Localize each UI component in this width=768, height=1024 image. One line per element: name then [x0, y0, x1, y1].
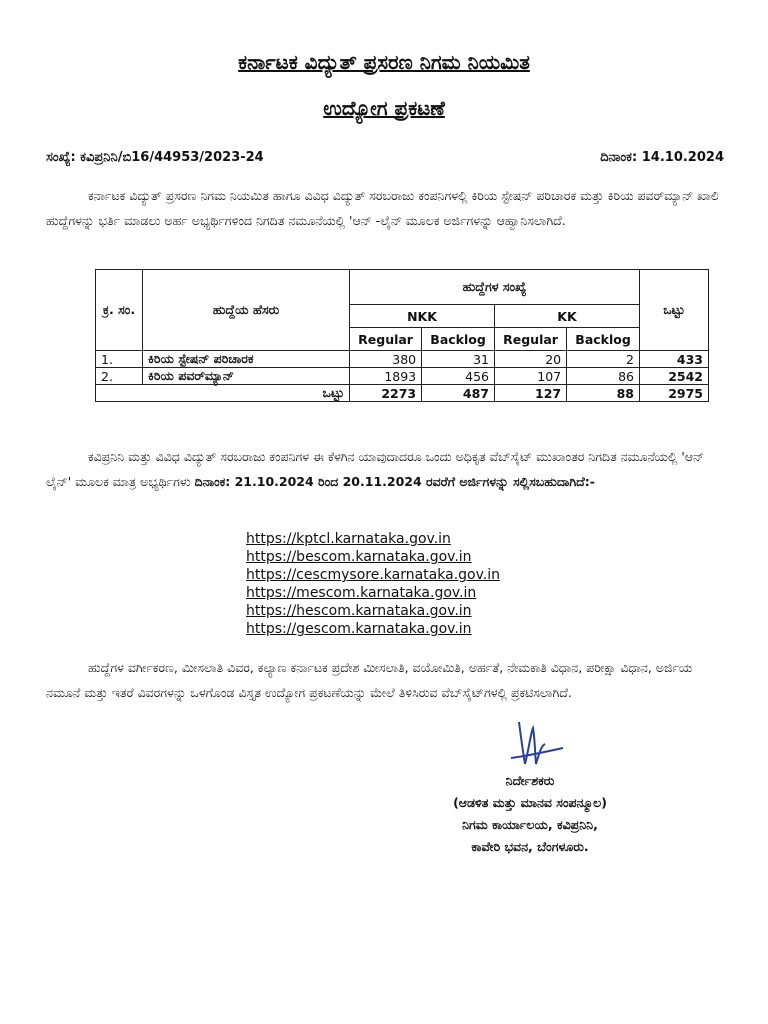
nkk-backlog-header: Backlog [422, 328, 495, 351]
kk-backlog-header: Backlog [567, 328, 640, 351]
apply-paragraph [46, 444, 726, 494]
group-kk-header: KK [494, 305, 639, 328]
intro-paragraph: ಕರ್ನಾಟಕ ವಿದ್ಯುತ್ ಪ್ರಸರಣ ನಿಗಮ ನಿಯಮಿತ ಹಾಗೂ ವಿವಿಧ ವಿದ್ಯುತ್ ಸರಬರಾಜು ಕಂಪನಿಗಳಲ್ಲಿ ಕಿರಿಯ ಸ್ಟೇಷನ್ ಪರಿಚಾರಕ ಮತ್ತು ಕಿರಿಯ ಪವರ್‌ಮ್ಯಾನ್ ಖಾಲಿ ಹುದ್ದೆಗಳನ್ನು ಭರ್ತಿ ಮಾಡಲು ಅರ್ಹ ಅಭ್ಯರ್ಥಿಗಳಿಂದ ನಿಗದಿತ ನಮೂನೆಯಲ್ಲಿ 'ಆನ್ -ಲೈನ್ ಮೂಲಕ ಅರ್ಜಿಗಳನ್ನು ಆಹ್ವಾನಿಸಲಾಗಿದೆ. [46, 188, 719, 228]
details-paragraph: ಹುದ್ದೆಗಳ ವರ್ಗೀಕರಣ, ಮೀಸಲಾತಿ ವಿವರ, ಕಲ್ಯಾಣ ಕರ್ನಾಟಕ ಪ್ರದೇಶ ಮೀಸಲಾತಿ, ವಯೋಮಿತಿ, ಅರ್ಹತೆ, ನೇಮಕಾತಿ ವಿಧಾನ, ಪರೀಕ್ಷಾ ವಿಧಾನ, ಅರ್ಜಿಯ ನಮೂನೆ ಮತ್ತು ಇತರೆ ವಿವರಗಳನ್ನು ಒಳಗೊಂಡ ವಿಸ್ತೃತ ಉದ್ಯೋಗ ಪ್ರಕಟಣೆಯನ್ನು ಮೇಲೆ ತಿಳಿಸಿರುವ ವೆಬ್‌ಸೈಟ್‌ಗಳಲ್ಲಿ ಪ್ರಕಟಿಸಲಾಗಿದೆ. [46, 660, 693, 700]
nkk-regular-header: Regular [350, 328, 422, 351]
link-cescmysore[interactable]: https://cescmysore.karnataka.gov.in [246, 567, 501, 583]
row-kk-backlog: 2 [567, 351, 640, 368]
org-title: ಕರ್ನಾಟಕ ವಿದ್ಯುತ್ ಪ್ರಸರಣ ನಿಗಮ ನಿಯಮಿತ [238, 50, 530, 74]
total-kk-backlog: 88 [567, 385, 640, 402]
total-nkk-backlog: 487 [422, 385, 495, 402]
col-post-header: ಹುದ್ದೆಯ ಹೆಸರು [143, 270, 350, 351]
apply-text: ಕವಿಪ್ರನಿನಿ ಮತ್ತು ವಿವಿಧ ವಿದ್ಯುತ್ ಸರಬರಾಜು ಕಂಪನಿಗಳ ಈ ಕೆಳಗಿನ ಯಾವುದಾದರೂ ಒಂದು ಅಧಿಕೃತ ವೆಬ್‌ಸೈಟ್ ಮುಖಾಂತರ ನಿಗದಿತ ನಮೂನೆಯಲ್ಲಿ 'ಆನ್ ಲೈನ್' ಮೂಲಕ ಮಾತ್ರ ಅಭ್ಯರ್ಥಿಗಳು [46, 449, 705, 489]
signatory-department: (ಆಡಳಿತ ಮತ್ತು ಮಾನವ ಸಂಪನ್ಮೂಲ) [453, 795, 607, 810]
col-sl-header: ಕ್ರ. ಸಂ. [96, 270, 143, 351]
row-sl: 2. [96, 368, 143, 385]
group-nkk-header: NKK [350, 305, 495, 328]
link-mescom[interactable]: https://mescom.karnataka.gov.in [246, 585, 477, 601]
row-total: 433 [640, 351, 709, 368]
row-post: ಕಿರಿಯ ಪವರ್‌ಮ್ಯಾನ್ [143, 368, 350, 385]
row-kk-regular: 107 [494, 368, 566, 385]
row-kk-backlog: 86 [567, 368, 640, 385]
link-gescom[interactable]: https://gescom.karnataka.gov.in [246, 621, 472, 637]
notice-date: ದಿನಾಂಕ: 14.10.2024 [600, 150, 724, 165]
apply-dates: ದಿನಾಂಕ: 21.10.2024 ರಿಂದ 20.11.2024 ರವರೆಗೆ ಅರ್ಜಿಗಳನ್ನು ಸಲ್ಲಿಸಬಹುದಾಗಿದೆ:- [194, 474, 595, 489]
kk-regular-header: Regular [494, 328, 566, 351]
row-nkk-backlog: 31 [422, 351, 495, 368]
table-row [96, 351, 709, 368]
col-count-header: ಹುದ್ದೆಗಳ ಸಂಖ್ಯೆ [350, 270, 640, 305]
posts-table [95, 269, 709, 402]
grand-total: 2975 [640, 385, 709, 402]
signature-image [505, 718, 565, 770]
row-nkk-regular: 1893 [350, 368, 422, 385]
notice-title: ಉದ್ಯೋಗ ಪ್ರಕಟಣೆ [323, 96, 445, 120]
row-nkk-backlog: 456 [422, 368, 495, 385]
row-total: 2542 [640, 368, 709, 385]
link-hescom[interactable]: https://hescom.karnataka.gov.in [246, 603, 472, 619]
signatory-office: ನಿಗಮ ಕಾರ್ಯಾಲಯ, ಕವಿಪ್ರನಿನಿ, [462, 817, 598, 832]
reference-number: ಸಂಖ್ಯೆ: ಕವಿಪ್ರನಿನಿ/ಬಿ16/44953/2023-24 [46, 150, 264, 165]
signature-block [380, 770, 680, 858]
row-nkk-regular: 380 [350, 351, 422, 368]
table-row [96, 368, 709, 385]
signatory-designation: ನಿರ್ದೇಶಕರು [505, 773, 555, 788]
total-label: ಒಟ್ಟು [143, 385, 350, 402]
row-kk-regular: 20 [494, 351, 566, 368]
table-total-row [96, 385, 709, 402]
link-kptcl[interactable]: https://kptcl.karnataka.gov.in [246, 531, 451, 547]
total-kk-regular: 127 [494, 385, 566, 402]
total-nkk-regular: 2273 [350, 385, 422, 402]
col-total-header: ಒಟ್ಟು [640, 270, 709, 351]
signatory-address: ಕಾವೇರಿ ಭವನ, ಬೆಂಗಳೂರು. [471, 839, 589, 854]
link-bescom[interactable]: https://bescom.karnataka.gov.in [246, 549, 472, 565]
row-post: ಕಿರಿಯ ಸ್ಟೇಷನ್ ಪರಿಚಾರಕ [143, 351, 350, 368]
website-links [246, 530, 500, 638]
row-sl: 1. [96, 351, 143, 368]
